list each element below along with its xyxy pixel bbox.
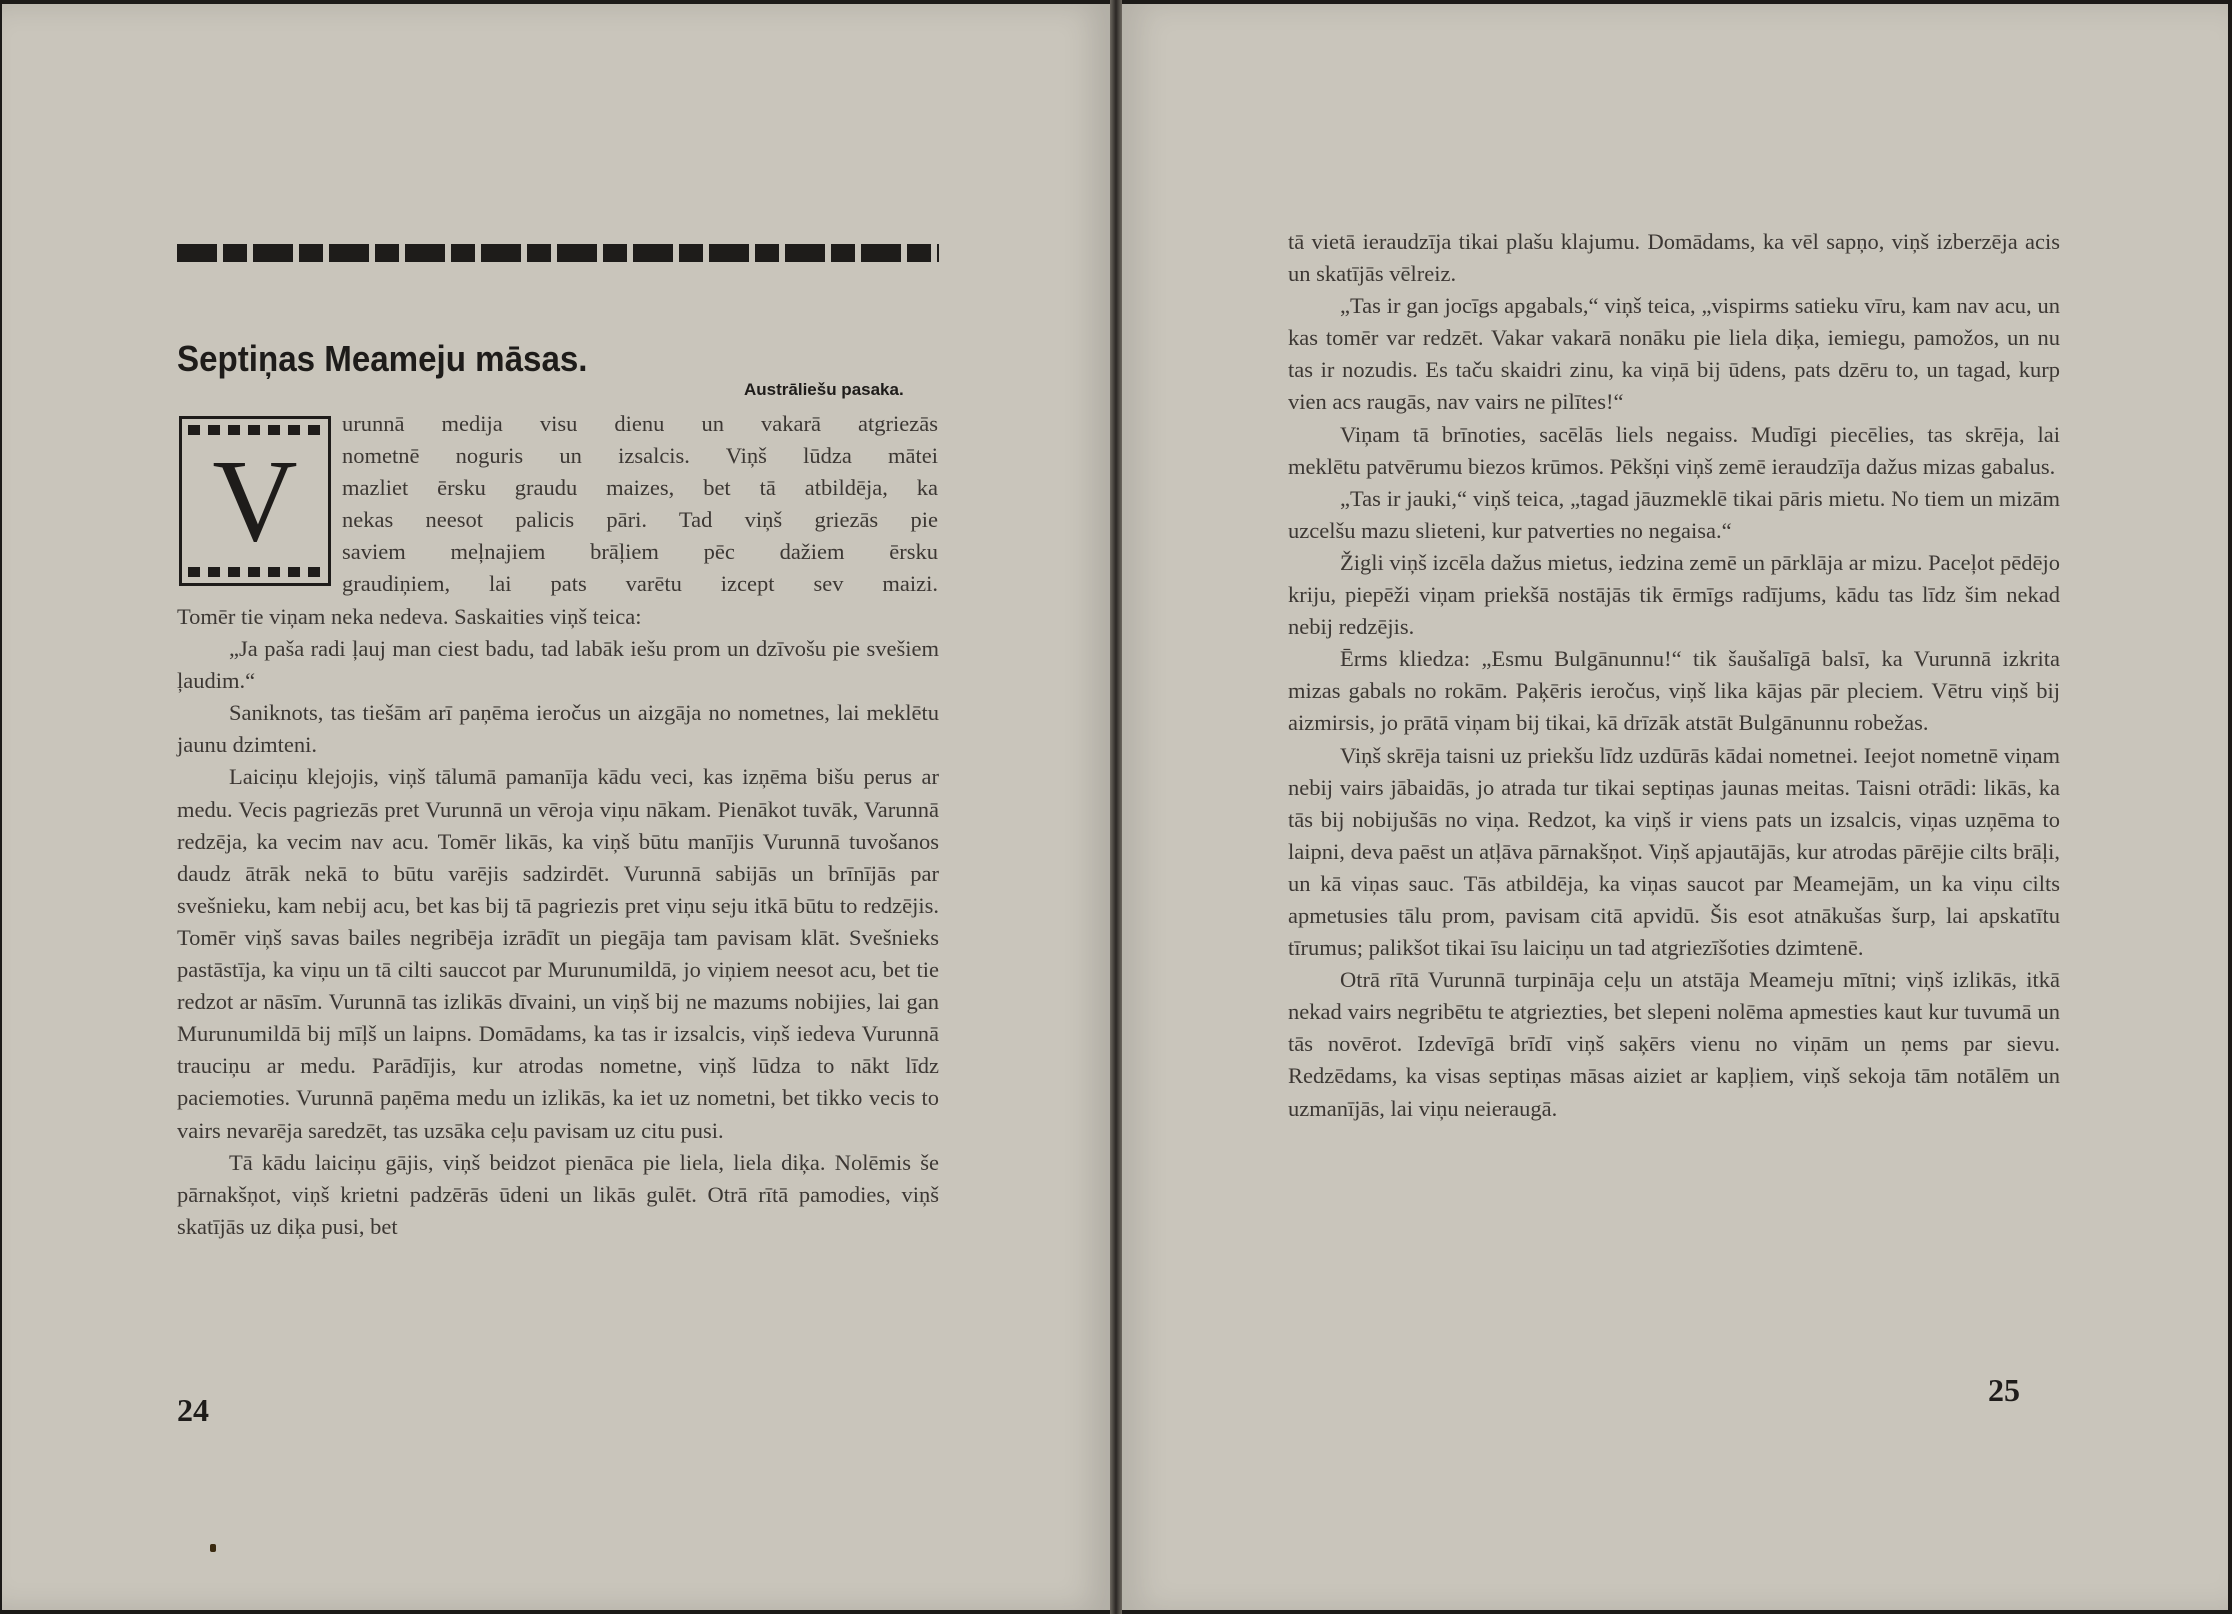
right-page <box>1122 4 2228 1610</box>
paragraph: „Ja paša radi ļauj man ciest badu, tad labāk iešu prom un dzīvošu pie svešiem ļaudim.“ <box>177 636 939 694</box>
left-body-text <box>177 601 939 1243</box>
paragraph: Viņš skrēja taisni uz priekšu līdz uzdūrās kādai nometnei. Ieejot nometnē viņam nebij vairs jābaidās, jo atrada tur tikai septiņas jaunas meitas. Taisni otrādi: likās, ka tās bij nobijušās no viņa. Redzot, ka viņš ir viens pats un izsalcis, viņas uzņēma to laipni, deva paēst un atļāva pārnakšņot. Viņš apjautājās, kur atrodas pārējie cilts brāļi, un kā viņas sauc. Tās atbildēja, ka viņas saucot par Meamejām, un ka viņu cilts apmetusies tālu prom, pavisam citā apvidū. Šis esot atnākušas šurp, lai apskatītu tīrumus; palikšot tikai īsu laiciņu un tad atgriezīšoties dzimtenē. <box>1288 742 2060 961</box>
story-title: Septiņas Meameju māsas. <box>177 338 588 379</box>
paragraph: Ērms kliedza: „Esmu Bulgānunnu!“ tik šaušalīgā balsī, ka Vurunnā izkrita mizas gabals no rokām. Paķēris ieročus, viņš lika kājas pār pleciem. Vētru viņš bij aizmirsis, jo prātā viņam bij tikai, kā drīzāk atstāt Bulgānunnu robežas. <box>1288 646 2060 736</box>
opening-line: mazliet ērsku graudu maizes, bet tā atbildēja, ka <box>342 475 938 501</box>
paragraph: tā vietā ieraudzīja tikai plašu klajumu. Domādams, ka vēl sapņo, viņš izberzēja acis un skatījās vēlreiz. <box>1288 229 2060 287</box>
paragraph: Tomēr tie viņam neka nedeva. Saskaities viņš teica: <box>177 604 642 629</box>
paragraph: Saniknots, tas tiešām arī paņēma ieročus un aizgāja no nometnes, lai meklētu jaunu dzimteni. <box>177 700 939 758</box>
paragraph: „Tas ir gan jocīgs apgabals,“ viņš teica, „vispirms satieku vīru, kam nav acu, un kas tomēr var redzēt. Vakar vakarā nonāku pie liela diķa, iemiegu, pamožos, un nu tas ir nozudis. Es taču skaidri zinu, ka viņā bij ūdens, pats dzēru to, un tagad, kurp vien acs raugās, nav vairs ne pilītes!“ <box>1288 293 2060 415</box>
book-gutter <box>1110 0 1122 1614</box>
page-number: 25 <box>1988 1372 2020 1408</box>
paragraph: „Tas ir jauki,“ viņš teica, „tagad jāuzmeklē tikai pāris mietu. No tiem un mizām uzcelšu mazu slieteni, kur patverties no negaisa.“ <box>1288 485 2060 543</box>
page-number: 24 <box>177 1392 209 1428</box>
paragraph: Otrā rītā Vurunnā turpināja ceļu un atstāja Meameju mītni; viņš izlikās, itkā nekad vairs negribētu te atgriezties, bet slepeni nolēma apmesties kaut kur tuvumā un tās novērot. Izdevīgā brīdī viņš saķērs vienu no viņām un ņems par sievu. Redzēdams, ka visas septiņas māsas aiziet ar kapļiem, viņš sekoja tām notālēm un uzmanījās, lai viņu neieraugā. <box>1288 967 2060 1121</box>
decorated-initial <box>179 416 331 586</box>
paper-blemish <box>210 1544 216 1552</box>
paragraph: Tā kādu laiciņu gājis, viņš beidzot pienāca pie liela, liela diķa. Nolēmis še pārnakšņot, viņš krietni padzērās ūdeni un likās gulēt. Otrā rītā pamodies, viņš skatījās uz diķa pusi, bet <box>177 1149 939 1239</box>
opening-line: nekas neesot palicis pāri. Tad viņš griezās pie <box>342 507 938 533</box>
initial-letter: V <box>212 435 298 566</box>
paragraph: Viņam tā brīnoties, sacēlās liels negaiss. Mudīgi piecēlies, tas skrēja, lai meklētu patvērumu biezos krūmos. Pēkšņi viņš zemē ieraudzīja dažus mizas gabalus. <box>1288 421 2060 479</box>
opening-lines <box>342 408 938 601</box>
decorative-ornament-band <box>177 244 939 262</box>
paragraph: Žigli viņš izcēla dažus mietus, iedzina zemē un pārklāja ar mizu. Paceļot pēdējo kriju, piepēži viņam priekšā nostājās tik ērmīgs radījums, kādu tas līdz šim nekad nebij redzējis. <box>1288 549 2060 640</box>
paragraph: Laiciņu klejojis, viņš tālumā pamanīja kādu veci, kas izņēma bišu perus ar medu. Vecis pagriezās pret Vurunnā un vēroja viņu nākam. Pienākot tuvāk, Varunnā redzēja, ka vecim nav acu. Tomēr likās, ka viņš būtu manījis Vurunnā tuvošanos daudz ātrāk nekā to būtu varējis sadzirdēt. Vurunnā sabijās un brīnījās par svešnieku, kam nebij acu, bet kas bij tā pagriezis pret viņu seju itkā būtu to redzējis. Tomēr viņš savas bailes negribēja izrādīt un piegāja tam pavisam klāt. Svešnieks pastāstīja, ka viņu un tā cilti sauccot par Murunumildā, jo viņiem neesot acu, bet tie redzot ar nāsīm. Vurunnā tas izlikās dīvaini, un viņš bij ne mazums nobijies, lai gan Murunumildā bij mīļš un laipns. Domādams, ka tas ir izsalcis, viņš iedeva Vurunnā trauciņu ar medu. Parādījis, kur atrodas nometne, viņš lūdza to nākt līdz paciemoties. Vurunnā paņēma medu un izlikās, ka iet uz nometni, bet tikko vecis to vairs nevarēja saredzēt, tas uzsāka ceļu pavisam uz citu pusi. <box>177 764 939 1143</box>
opening-line: saviem meļnajiem brāļiem pēc dažiem ērsku <box>342 539 938 565</box>
opening-line: urunnā medija visu dienu un vakarā atgriezās <box>342 411 938 436</box>
opening-line: graudiņiem, lai pats varētu izcept sev maizi. <box>342 571 938 597</box>
opening-line: nometnē noguris un izsalcis. Viņš lūdza mātei <box>342 443 938 469</box>
right-body-text <box>1288 226 2060 1125</box>
story-subtitle: Austrāliešu pasaka. <box>744 380 904 399</box>
left-page <box>2 4 1110 1610</box>
